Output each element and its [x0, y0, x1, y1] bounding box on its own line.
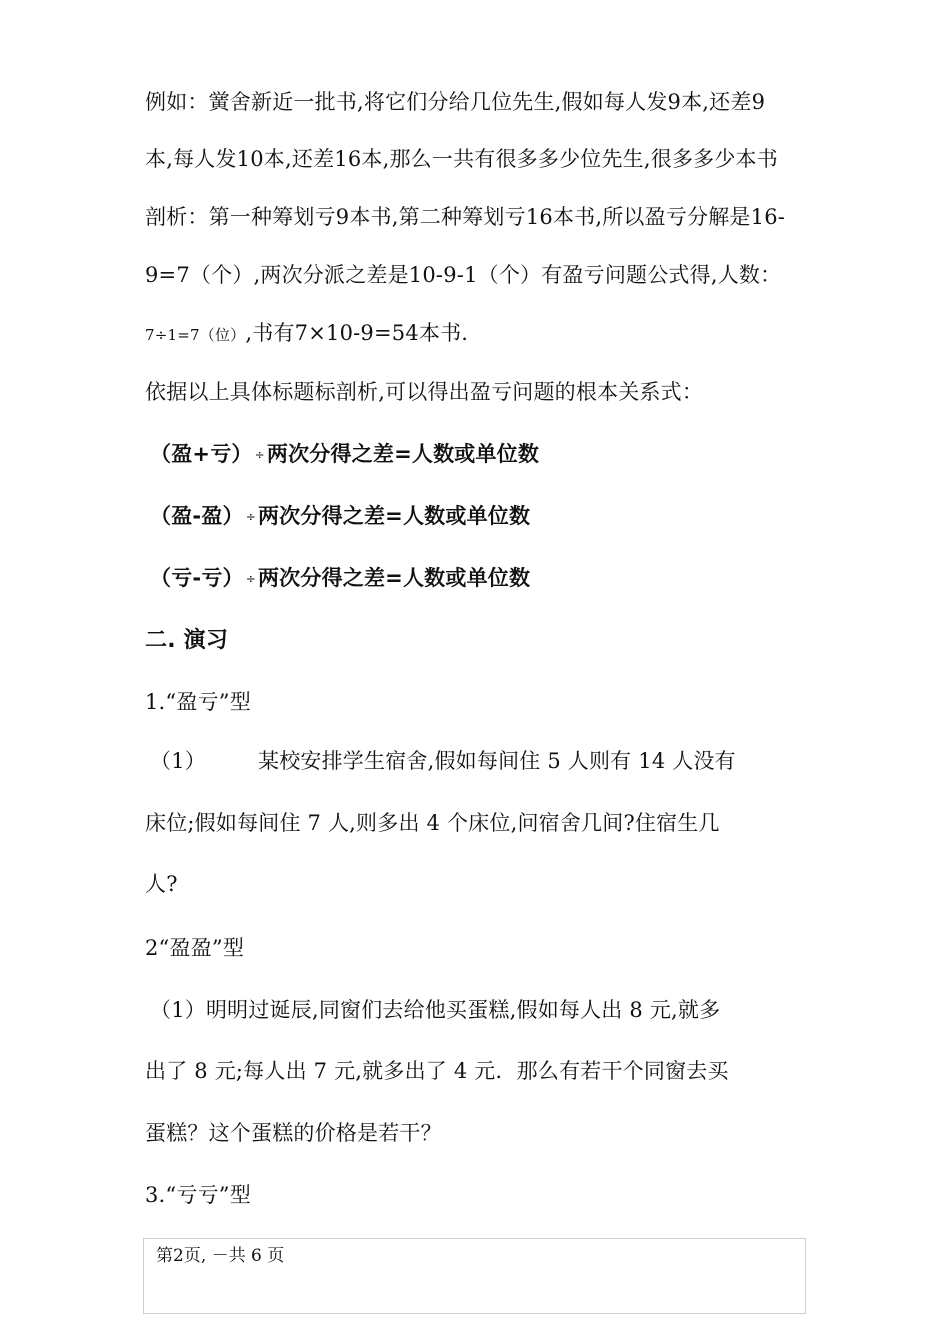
formula-2-divide: ÷ — [245, 510, 256, 524]
formula-2 — [150, 502, 530, 531]
page-number: 第2页, －共 6 页 — [156, 1246, 285, 1266]
formula-1-left: （盈+亏） — [150, 442, 253, 466]
question-2-line-3: 蛋糕？这个蛋糕的价格是若干？ — [145, 1121, 442, 1145]
formula-2-right: 两次分得之差=人数或单位数 — [257, 504, 531, 528]
formula-3-right: 两次分得之差=人数或单位数 — [257, 566, 531, 590]
question-1-line-2: 床位;假如每间住 7 人,则多出 4 个床位,问宿舍几间?住宿生几 — [145, 811, 720, 835]
formula-1-right: 两次分得之差=人数或单位数 — [266, 442, 540, 466]
summary-line: 依据以上具体标题标剖析,可以得出盈亏问题的根本关系式： — [145, 380, 704, 404]
formula-1 — [150, 440, 539, 469]
example-line-1: 例如：黉舍新近一批书,将它们分给几位先生,假如每人发9本,还差9 — [145, 90, 766, 114]
analysis-line-3-calc: 7÷1=7（位） — [145, 326, 246, 344]
analysis-line-2: 9=7（个）,两次分派之差是10-9-1（个）有盈亏问题公式得,人数： — [145, 263, 782, 287]
type-3-label: 3.“亏亏”型 — [145, 1183, 251, 1207]
question-2-line-1: （1）明明过诞辰,同窗们去给他买蛋糕,假如每人出 8 元,就多 — [150, 998, 721, 1022]
page-footer — [143, 1238, 806, 1314]
question-2-line-2: 出了 8 元;每人出 7 元,就多出了 4 元．那么有若干个同窗去买 — [145, 1059, 729, 1083]
question-1-number: （1） — [150, 749, 206, 773]
formula-3 — [150, 564, 530, 593]
type-2-label: 2“盈盈”型 — [145, 936, 245, 960]
section-heading: 二. 演习 — [145, 628, 229, 653]
formula-2-left: （盈-盈） — [150, 504, 244, 528]
question-1-line-3: 人? — [145, 872, 178, 896]
analysis-line-3-books: ,书有7×10-9=54本书. — [245, 321, 469, 345]
formula-3-left: （亏-亏） — [150, 566, 244, 590]
question-1-line-1: 某校安排学生宿舍,假如每间住 5 人则有 14 人没有 — [258, 749, 736, 773]
formula-3-divide: ÷ — [245, 572, 256, 586]
type-1-label: 1.“盈亏”型 — [145, 690, 251, 714]
formula-1-divide: ÷ — [254, 448, 265, 462]
example-line-2: 本,每人发10本,还差16本,那么一共有很多多少位先生,很多多少本书 — [145, 147, 778, 171]
analysis-line-1: 剖析：第一种筹划亏9本书,第二种筹划亏16本书,所以盈亏分解是16- — [145, 205, 786, 229]
analysis-line-3 — [145, 319, 468, 349]
